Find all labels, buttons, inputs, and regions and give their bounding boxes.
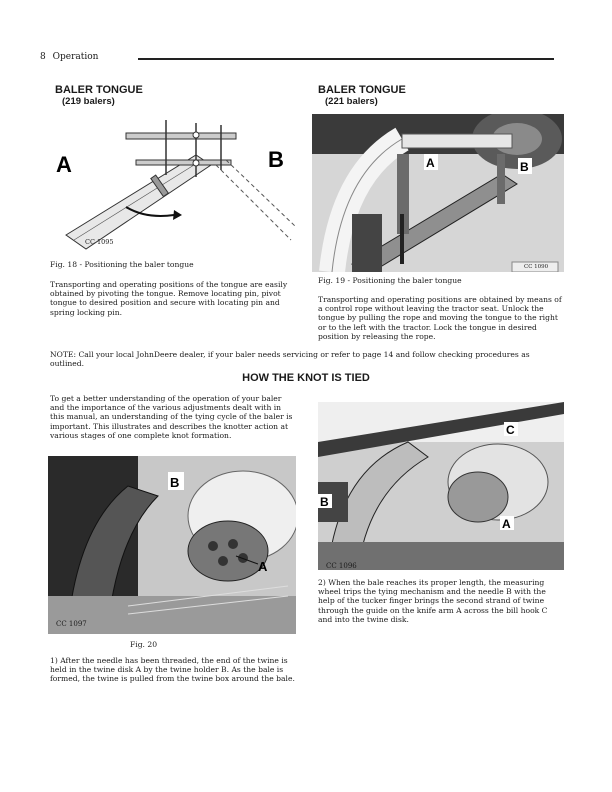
knot-section-title: HOW THE KNOT IS TIED xyxy=(242,372,370,384)
knot-step1: 1) After the needle has been threaded, the end of the twine is held in the twine disk A by the twine holder B. As the bale is formed, the twine is pulled from the twine box around the bale. xyxy=(50,656,295,684)
fig18-caption: Fig. 18 - Positioning the baler tongue xyxy=(50,260,194,269)
fig20-left-photo xyxy=(48,456,296,634)
fig20-code: CC 1097 xyxy=(56,620,87,628)
fig21-right-photo xyxy=(318,402,564,570)
section-name: Operation xyxy=(52,52,99,62)
fig19-caption: Fig. 19 - Positioning the baler tongue xyxy=(318,276,462,285)
fig20-label-b: B xyxy=(170,475,180,490)
fig19-label-b: B xyxy=(520,160,529,174)
knot-intro: To get a better understanding of the operation of your baler and the importance of the various adjustments dealt with in this manual, an understanding of the tying cycle of the baler is important. This illustrates and describes the knotter action at various stages of one complete knot formation. xyxy=(50,394,293,440)
knot-step2: 2) When the bale reaches its proper length, the measuring wheel trips the tying mechanism and the needle B with the help of the tucker finger brings the second strand of twine through the guide on the knife arm A across the bill hook C and into the twine disk. xyxy=(318,578,548,624)
fig20-label-a: A xyxy=(258,559,268,574)
fig19-label-a: A xyxy=(426,156,435,170)
fig19-photo xyxy=(312,114,564,272)
note-text: NOTE: Call your local JohnDeere dealer, if your baler needs servicing or refer to page 14 and follow checking procedures as outlined. xyxy=(50,350,530,369)
left-section-title: BALER TONGUE xyxy=(55,84,143,96)
fig19-code: CC 1090 xyxy=(524,264,549,270)
fig18-label-b: B xyxy=(268,147,284,172)
fig18-drawing xyxy=(46,115,300,255)
fig18-code: CC 1095 xyxy=(85,238,114,246)
fig21-label-b: B xyxy=(320,495,329,509)
left-section-subtitle: (219 balers) xyxy=(62,96,115,107)
page-number: 8 xyxy=(40,52,46,62)
right-section-subtitle: (221 balers) xyxy=(325,96,378,107)
fig20-caption: Fig. 20 xyxy=(130,640,158,649)
header-rule xyxy=(138,58,554,60)
right-section-body: Transporting and operating positions are obtained by means of a control rope without leaving the tractor seat. Unlock the tongue by pulling the rope and moving the tongue to the right or to the left with the tractor. Lock the tongue in desired position by releasing the rope. xyxy=(318,295,562,341)
right-section-title: BALER TONGUE xyxy=(318,84,406,96)
fig21-label-a: A xyxy=(502,517,511,531)
fig21-code: CC 1096 xyxy=(326,562,357,570)
fig21-label-c: C xyxy=(506,423,515,437)
left-section-body: Transporting and operating positions of the tongue are easily obtained by pivoting the tongue. Remove locating pin, pivot tongue to desired position and secure with locating pin and spring locking pin. xyxy=(50,280,288,317)
fig18-label-a: A xyxy=(56,152,72,177)
page-header xyxy=(40,52,98,62)
